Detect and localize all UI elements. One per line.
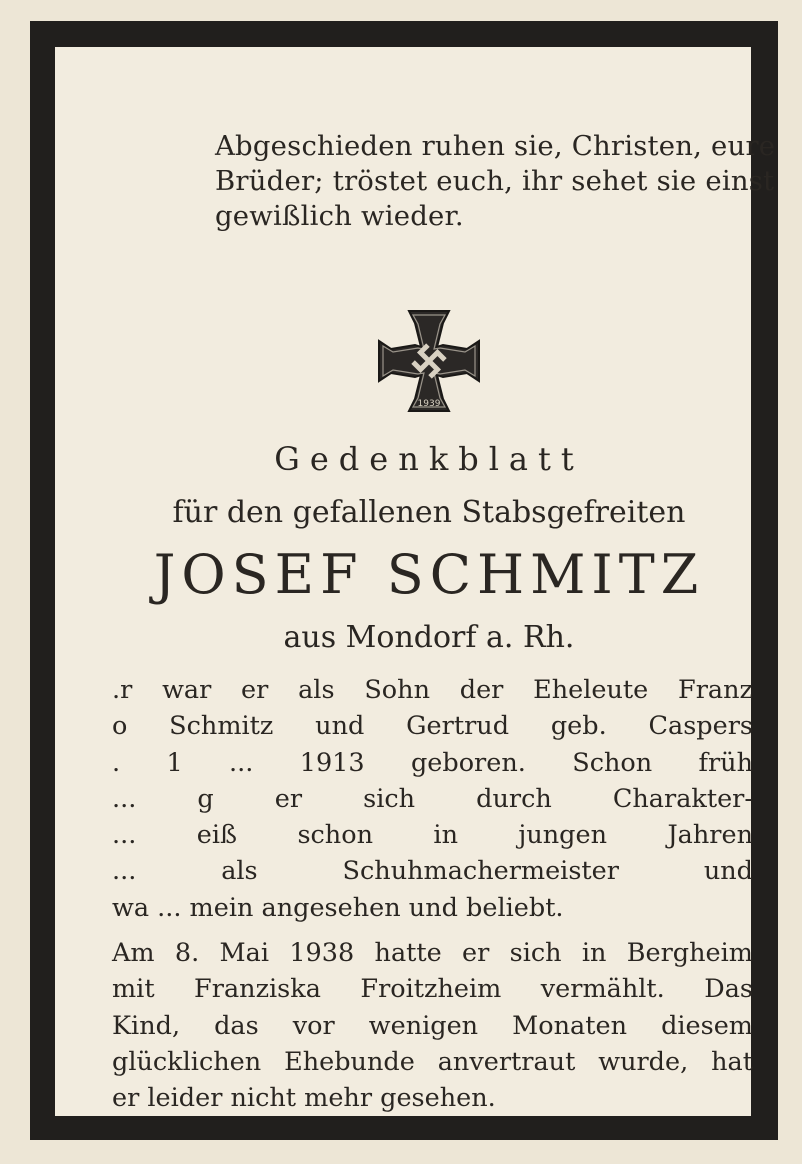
motto-verse — [215, 129, 776, 234]
page-title: Gedenkblatt — [274, 440, 584, 478]
text-line: . 1 ... 1913 geboren. Schon früh — [112, 747, 753, 778]
hometown: aus Mondorf a. Rh. — [283, 620, 575, 655]
motto-line: gewißlich wieder. — [215, 200, 464, 232]
text-line: glücklichen Ehebunde anvertraut wurde, hat — [112, 1046, 753, 1077]
text-line: er leider nicht mehr gesehen. — [112, 1083, 496, 1114]
text-line: mit Franziska Froitzheim vermählt. Das — [112, 974, 753, 1005]
iron-cross-icon — [377, 309, 481, 413]
text-line: wa ... mein angesehen und beliebt. — [112, 892, 564, 923]
marriage-paragraph — [112, 935, 753, 1116]
text-line: Kind, das vor wenigen Monaten diesem — [112, 1010, 753, 1041]
text-line: ... als Schuhmachermeister und — [112, 856, 753, 887]
text-line: ... g er sich durch Charakter- — [112, 783, 753, 814]
page-subtitle: für den gefallenen Stabsgefreiten — [172, 495, 686, 530]
motto-line: Brüder; tröstet euch, ihr sehet sie einst — [215, 165, 775, 197]
biography-paragraph — [112, 672, 753, 926]
memorial-card — [30, 21, 778, 1140]
text-line: .r war er als Sohn der Eheleute Franz — [112, 675, 753, 705]
cross-year: 1939 — [417, 399, 441, 409]
motto-line: Abgeschieden ruhen sie, Christen, eure — [215, 130, 776, 162]
text-line: ... eiß schon in jungen Jahren — [112, 820, 753, 851]
deceased-name: JOSEF SCHMITZ — [153, 543, 705, 606]
text-line: Am 8. Mai 1938 hatte er sich in Bergheim — [112, 938, 753, 968]
text-line: o Schmitz und Gertrud geb. Caspers — [112, 711, 753, 742]
